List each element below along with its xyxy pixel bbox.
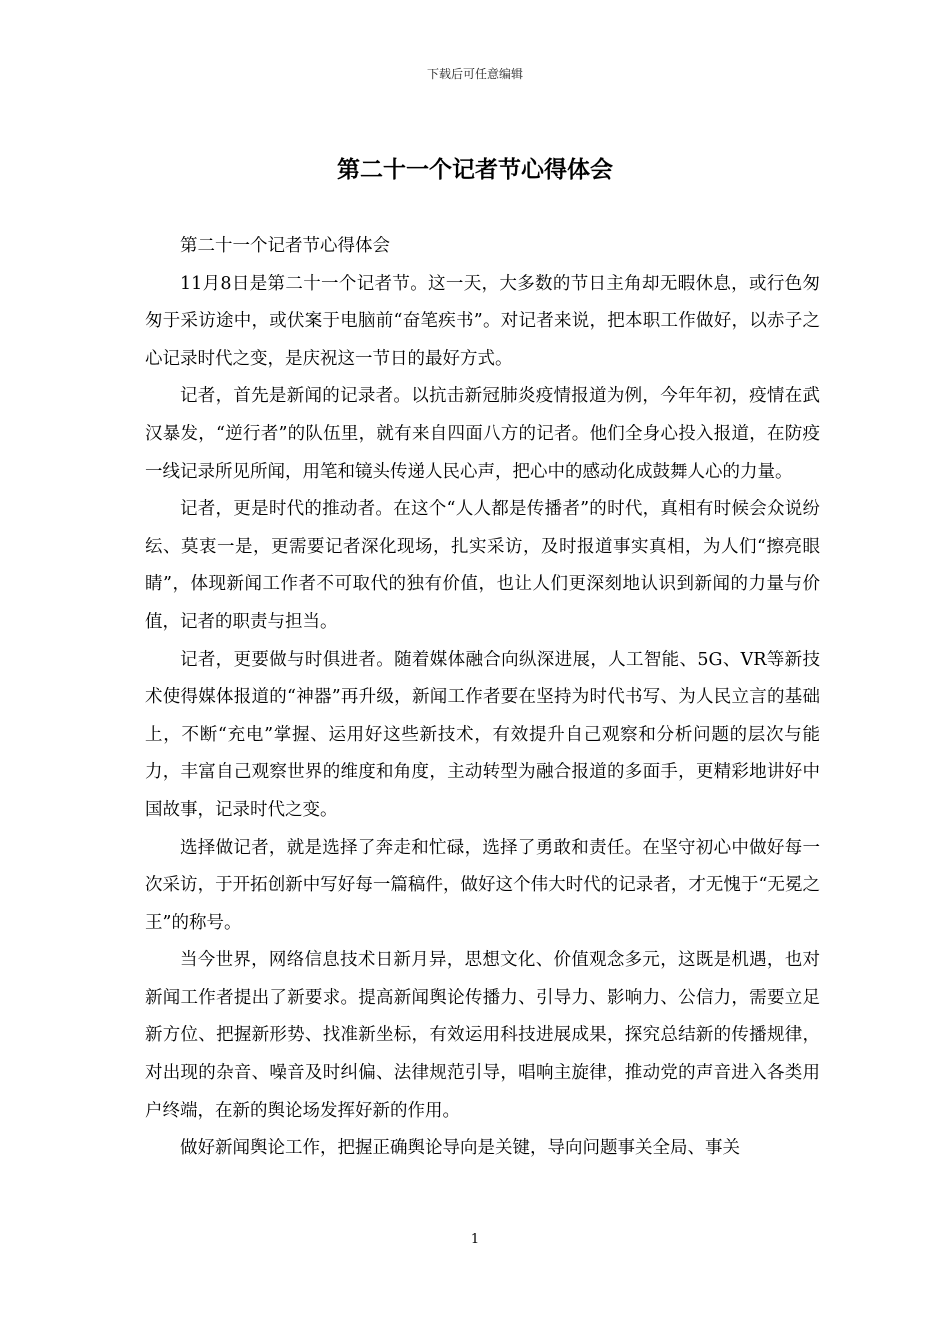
page-header-note: 下载后可任意编辑 (426, 67, 523, 81)
page-number: 1 (470, 1232, 480, 1247)
paragraph: 11月8日是第二十一个记者节。这一天，大多数的节日主角却无暇休息，或行色匆匆于采访途中，或伏案于电脑前“奋笔疾书”。对记者来说，把本职工作做好，以赤子之心记录时代之变，是庆祝这一节日的最好方式。 (145, 273, 820, 369)
paragraph: 记者，首先是新闻的记录者。以抗击新冠肺炎疫情报道为例，今年年初，疫情在武汉暴发，“逆行者”的队伍里，就有来自四面八方的记者。他们全身心投入报道，在防疫一线记录所见所闻，用笔和镜头传递人民心声，把心中的感动化成鼓舞人心的力量。 (145, 386, 820, 482)
document-body (145, 228, 820, 1168)
paragraph: 选择做记者，就是选择了奔走和忙碌，选择了勇敢和责任。在坚守初心中做好每一次采访，于开拓创新中写好每一篇稿件，做好这个伟大时代的记录者，才无愧于“无冕之王”的称号。 (145, 837, 820, 933)
paragraph: 记者，更要做与时俱进者。随着媒体融合向纵深进展，人工智能、5G、VR等新技术使得媒体报道的“神器”再升级，新闻工作者要在坚持为时代书写、为人民立言的基础上，不断“充电”掌握、运用好这些新技术，有效提升自己观察和分析问题的层次与能力，丰富自己观察世界的维度和角度，主动转型为融合报道的多面手，更精彩地讲好中国故事，记录时代之变。 (145, 649, 820, 820)
document-title: 第二十一个记者节心得体会 (337, 156, 613, 183)
paragraph: 做好新闻舆论工作，把握正确舆论导向是关键，导向问题事关全局、事关 (180, 1138, 740, 1159)
paragraph-subtitle: 第二十一个记者节心得体会 (180, 236, 390, 256)
paragraph: 当今世界，网络信息技术日新月异，思想文化、价值观念多元，这既是机遇，也对新闻工作者提出了新要求。提高新闻舆论传播力、引导力、影响力、公信力，需要立足新方位、把握新形势、找准新坐标，有效运用科技进展成果，探究总结新的传播规律，对出现的杂音、噪音及时纠偏、法律规范引导，唱响主旋律，推动党的声音进入各类用户终端，在新的舆论场发挥好新的作用。 (145, 950, 820, 1121)
paragraph: 记者，更是时代的推动者。在这个“人人都是传播者”的时代，真相有时候会众说纷纭、莫衷一是，更需要记者深化现场，扎实采访，及时报道事实真相，为人们“擦亮眼睛”，体现新闻工作者不可取代的独有价值，也让人们更深刻地认识到新闻的力量与价值，记者的职责与担当。 (145, 499, 820, 632)
